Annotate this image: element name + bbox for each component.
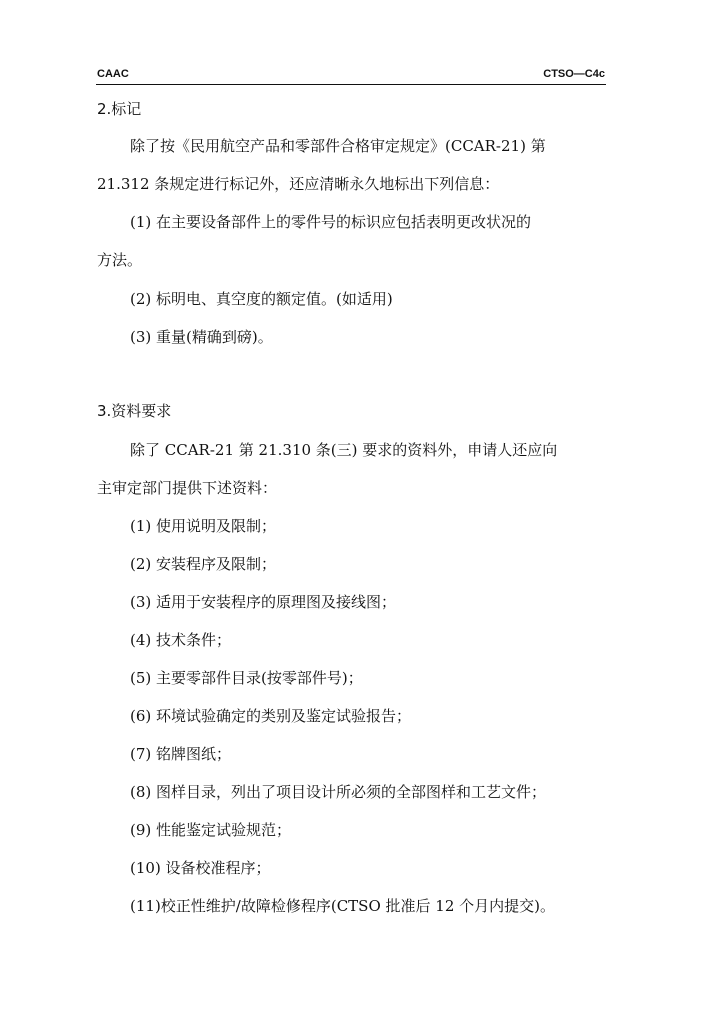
- section2-item1-line1: (1) 在主要设备部件上的零件号的标识应包括表明更改状况的: [130, 213, 532, 231]
- header-right-label: CTSO—C4c: [543, 68, 605, 80]
- section2-paragraph-line2: 21.312 条规定进行标记外，还应清晰永久地标出下列信息：: [97, 175, 500, 193]
- section3-item-7: (7) 铭牌图纸；: [130, 745, 232, 763]
- section3-item-9: (9) 性能鉴定试验规范；: [130, 821, 292, 839]
- section3-item-6: (6) 环境试验确定的类别及鉴定试验报告；: [130, 707, 412, 725]
- section3-item-5: (5) 主要零部件目录(按零部件号)；: [130, 669, 363, 687]
- section3-item-2: (2) 安装程序及限制；: [130, 555, 277, 573]
- header-divider: [96, 84, 606, 85]
- section3-paragraph-line2: 主审定部门提供下述资料：: [97, 479, 278, 497]
- section2-paragraph-line1: 除了按《民用航空产品和零部件合格审定规定》(CCAR-21) 第: [130, 137, 546, 155]
- section3-item-3: (3) 适用于安装程序的原理图及接线图；: [130, 593, 397, 611]
- section3-item-10: (10) 设备校准程序；: [130, 859, 271, 877]
- section2-heading: 2.标记: [97, 100, 142, 118]
- section3-item-1: (1) 使用说明及限制；: [130, 517, 277, 535]
- section3-paragraph-line1: 除了 CCAR-21 第 21.310 条(三) 要求的资料外，申请人还应向: [130, 441, 558, 459]
- header-left-label: CAAC: [97, 68, 129, 80]
- section2-item3: (3) 重量(精确到磅)。: [130, 328, 273, 346]
- section3-heading: 3.资料要求: [97, 402, 172, 420]
- section3-item-8: (8) 图样目录，列出了项目设计所必须的全部图样和工艺文件；: [130, 783, 547, 801]
- page-header: [97, 68, 605, 82]
- section2-item2: (2) 标明电、真空度的额定值。(如适用): [130, 290, 393, 308]
- section2-item1-line2: 方法。: [97, 251, 143, 269]
- section3-item-11: (11)校正性维护/故障检修程序(CTSO 批准后 12 个月内提交)。: [130, 897, 555, 915]
- section3-item-4: (4) 技术条件；: [130, 631, 232, 649]
